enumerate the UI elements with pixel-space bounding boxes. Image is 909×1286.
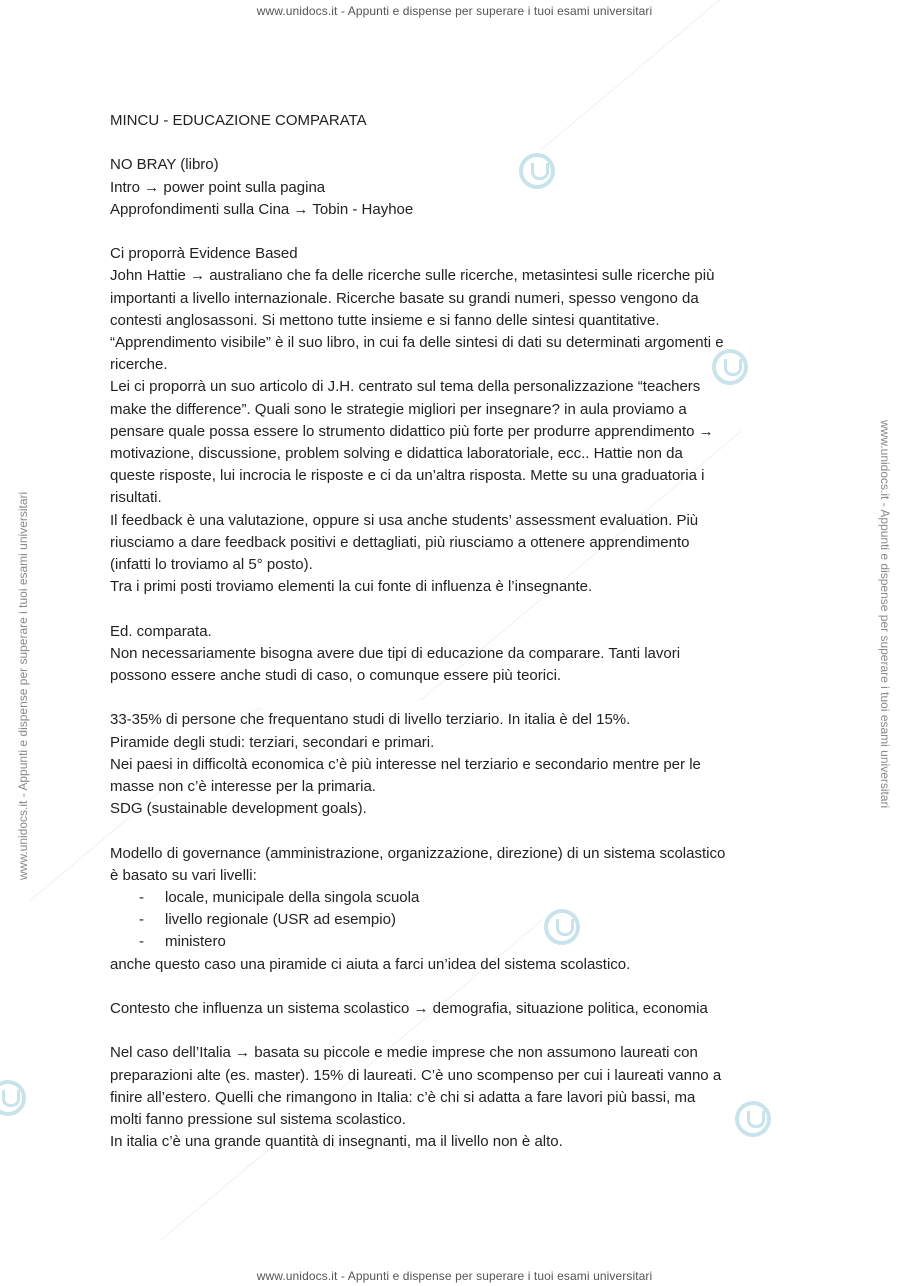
watermark-footer: www.unidocs.it - Appunti e dispense per superare i tuoi esami universitari [256, 1269, 653, 1283]
paragraph-line: “Apprendimento visibile” è il suo libro, in cui fa delle sintesi di dati su determinati argomenti e [110, 334, 724, 351]
paragraph-line: Nel caso dell’Italia → basata su piccole e medie imprese che non assumono laureati con [110, 1044, 698, 1062]
paragraph-line: importanti a livello internazionale. Ricerche basate su grandi numeri, spesso vengono da [110, 289, 699, 307]
paragraph-line: Tra i primi posti troviamo elementi la cui fonte di influenza è l’insegnante. [110, 578, 593, 596]
paragraph-line: riusciamo a dare feedback positivi e dettagliati, più riusciamo a ottenere apprendimento [110, 533, 690, 551]
paragraph-line: ricerche. [110, 356, 168, 374]
paragraph-line: finire all’estero. Quelli che rimangono in Italia: c’è chi si adatta a fare lavori più bassi, ma [110, 1088, 696, 1106]
unidocs-logo-icon [0, 1080, 26, 1116]
paragraph-line: John Hattie → australiano che fa delle ricerche sulle ricerche, metasintesi sulle ricerche più [110, 267, 715, 285]
paragraph-line: masse non c’è interesse per la primaria. [110, 778, 376, 796]
watermark-header: www.unidocs.it - Appunti e dispense per superare i tuoi esami universitari [256, 4, 653, 18]
paragraph-line: NO BRAY (libro) [110, 156, 219, 174]
paragraph-line: queste risposte, lui incrocia le risposte e ci da un’altra risposta. Mette su una graduatoria i [110, 467, 705, 485]
bullet-dash: - [139, 933, 144, 951]
list-item [110, 909, 810, 931]
document-body [110, 110, 810, 1153]
list-item-text: locale, municipale della singola scuola [165, 889, 420, 907]
paragraph-line: SDG (sustainable development goals). [110, 800, 367, 818]
watermark-side-left: www.unidocs.it - Appunti e dispense per superare i tuoi esami universitari [16, 491, 30, 880]
list-item-text: livello regionale (USR ad esempio) [165, 911, 396, 929]
watermark-side-right: www.unidocs.it - Appunti e dispense per superare i tuoi esami universitari [878, 420, 892, 809]
paragraph-line: Il feedback è una valutazione, oppure si usa anche students’ assessment evaluation. Più [110, 511, 699, 529]
bullet-dash: - [139, 889, 144, 907]
list-item-text: ministero [165, 933, 226, 951]
paragraph-line: 33-35% di persone che frequentano studi di livello terziario. In italia è del 15%. [110, 711, 631, 729]
paragraph-line: preparazioni alte (es. master). 15% di laureati. C’è uno scompenso per cui i laureati vanno a [110, 1066, 722, 1084]
paragraph-line: anche questo caso una piramide ci aiuta a farci un’idea del sistema scolastico. [110, 955, 631, 973]
paragraph-line: è basato su vari livelli: [110, 866, 257, 884]
paragraph-line: Intro → power point sulla pagina [110, 178, 326, 196]
paragraph-line: Contesto che influenza un sistema scolastico → demografia, situazione politica, economia [110, 1000, 708, 1018]
paragraph-line: motivazione, discussione, problem solving e didattica laboratoriale, ecc.. Hattie non da [110, 445, 683, 463]
paragraph-line: possono essere anche studi di caso, o comunque essere più teorici. [110, 667, 562, 685]
paragraph-line: molti fanno pressione sul sistema scolastico. [110, 1111, 406, 1129]
paragraph-line: Approfondimenti sulla Cina → Tobin - Hayhoe [110, 200, 414, 218]
paragraph-line: Ed. comparata. [110, 622, 212, 640]
paragraph-line: In italia c’è una grande quantità di insegnanti, ma il livello non è alto. [110, 1133, 563, 1151]
governance-levels-list [110, 887, 810, 954]
paragraph-line: Ci proporrà Evidence Based [110, 245, 298, 263]
paragraph-line: Piramide degli studi: terziari, secondari e primari. [110, 733, 435, 751]
paragraph-line: Lei ci proporrà un suo articolo di J.H. centrato sul tema della personalizzazione “teachers [110, 378, 701, 396]
paragraph-line: make the difference”. Quali sono le strategie migliori per insegnare? in aula proviamo a [110, 400, 687, 418]
paragraph-line: Nei paesi in difficoltà economica c’è più interesse nel terziario e secondario mentre per le [110, 755, 701, 773]
bullet-dash: - [139, 911, 144, 929]
paragraph-line: Modello di governance (amministrazione, organizzazione, direzione) di un sistema scolastico [110, 844, 726, 862]
paragraph-line: (infatti lo troviamo al 5° posto). [110, 556, 313, 574]
paragraph-line: pensare quale possa essere lo strumento didattico più forte per produrre apprendimento → [110, 422, 714, 440]
paragraph-line: Non necessariamente bisogna avere due tipi di educazione da comparare. Tanti lavori [110, 644, 681, 662]
paragraph-line: risultati. [110, 489, 162, 507]
document-title: MINCU - EDUCAZIONE COMPARATA [110, 112, 367, 129]
list-item [110, 931, 810, 953]
list-item [110, 887, 810, 909]
paragraph-line: contesti anglosassoni. Si mettono tutte insieme e si fanno delle sintesi quantitative. [110, 311, 660, 329]
